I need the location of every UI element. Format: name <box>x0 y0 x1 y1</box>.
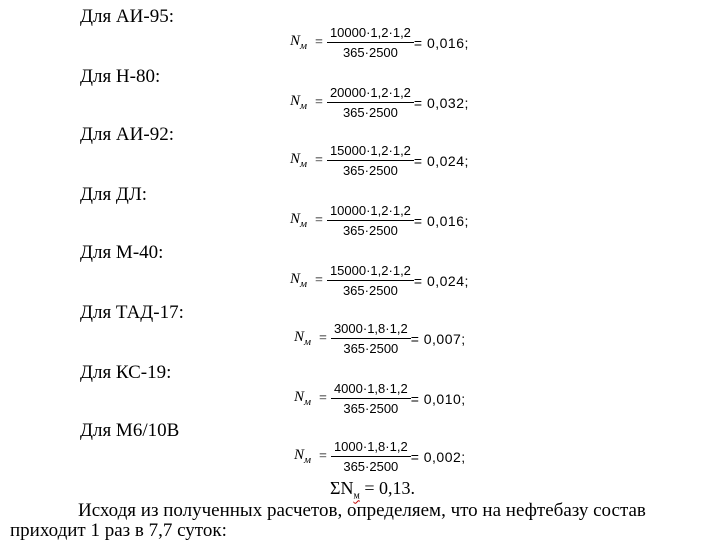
numerator: 15000·1,2·1,2 <box>327 262 414 281</box>
formula-dl <box>290 202 469 239</box>
result: = 0,024; <box>413 152 469 169</box>
product-label-ai95: Для АИ-95: <box>80 6 174 27</box>
denominator: 365·2500 <box>342 45 398 60</box>
numerator: 10000·1,2·1,2 <box>327 24 414 43</box>
formula-tad17 <box>294 320 466 357</box>
equals-sign: = <box>315 34 323 50</box>
result: = 0,007; <box>410 330 466 347</box>
formula-ks19 <box>294 380 466 417</box>
formula-lhs: $N_м$ <box>290 211 308 230</box>
product-label-ai92: Для АИ-92: <box>80 124 174 145</box>
result: = 0,010; <box>410 390 466 407</box>
denominator: 365·2500 <box>342 163 398 178</box>
formula-ai95 <box>290 24 469 61</box>
denominator: 365·2500 <box>342 105 398 120</box>
formula-lhs: $N_м$ <box>290 151 308 170</box>
equals-sign: = <box>315 94 323 110</box>
conclusion-line-2: приходит 1 раз в 7,7 суток: <box>10 520 227 541</box>
numerator: 3000·1,8·1,2 <box>331 320 411 339</box>
product-label-ks19: Для КС-19: <box>80 362 172 383</box>
denominator: 365·2500 <box>342 283 398 298</box>
fraction <box>327 202 414 239</box>
formula-n80 <box>290 84 469 121</box>
formula-lhs: $N_м$ <box>290 33 308 52</box>
equals-sign: = <box>315 152 323 168</box>
fraction <box>327 24 414 61</box>
formula-m6-10v <box>294 438 466 475</box>
formula-m40 <box>290 262 469 299</box>
numerator: 20000·1,2·1,2 <box>327 84 414 103</box>
equals-sign: = <box>319 390 327 406</box>
formula-lhs: $N_м$ <box>290 93 308 112</box>
numerator: 10000·1,2·1,2 <box>327 202 414 221</box>
formula-lhs: $N_м$ <box>294 447 312 466</box>
formula-lhs: $N_м$ <box>294 389 312 408</box>
numerator: 1000·1,8·1,2 <box>331 438 411 457</box>
product-label-m40: Для М-40: <box>80 242 164 263</box>
total-subscript: м <box>353 490 360 502</box>
denominator: 365·2500 <box>343 401 399 416</box>
formula-lhs: $N_м$ <box>294 329 312 348</box>
result: = 0,016; <box>413 34 469 51</box>
formula-ai92 <box>290 142 469 179</box>
denominator: 365·2500 <box>343 341 399 356</box>
total-sum <box>330 478 415 502</box>
total-prefix: ΣN <box>330 478 354 498</box>
result: = 0,002; <box>410 448 466 465</box>
product-label-m6-10v: Для М6/10В <box>80 420 180 441</box>
denominator: 365·2500 <box>343 459 399 474</box>
numerator: 15000·1,2·1,2 <box>327 142 414 161</box>
total-value: = 0,13. <box>364 478 415 498</box>
equals-sign: = <box>319 330 327 346</box>
denominator: 365·2500 <box>342 223 398 238</box>
equals-sign: = <box>319 448 327 464</box>
product-label-n80: Для Н-80: <box>80 66 161 87</box>
result: = 0,024; <box>413 272 469 289</box>
fraction <box>331 380 411 417</box>
conclusion-line-1: Исходя из полученных расчетов, определяем, что на нефтебазу состав <box>78 500 646 521</box>
result: = 0,032; <box>413 94 469 111</box>
fraction <box>331 320 411 357</box>
formula-lhs: $N_м$ <box>290 271 308 290</box>
fraction <box>327 84 414 121</box>
product-label-tad17: Для ТАД-17: <box>80 302 184 323</box>
fraction <box>331 438 411 475</box>
numerator: 4000·1,8·1,2 <box>331 380 411 399</box>
product-label-dl: Для ДЛ: <box>80 184 148 205</box>
equals-sign: = <box>315 272 323 288</box>
equals-sign: = <box>315 212 323 228</box>
fraction <box>327 142 414 179</box>
fraction <box>327 262 414 299</box>
result: = 0,016; <box>413 212 469 229</box>
